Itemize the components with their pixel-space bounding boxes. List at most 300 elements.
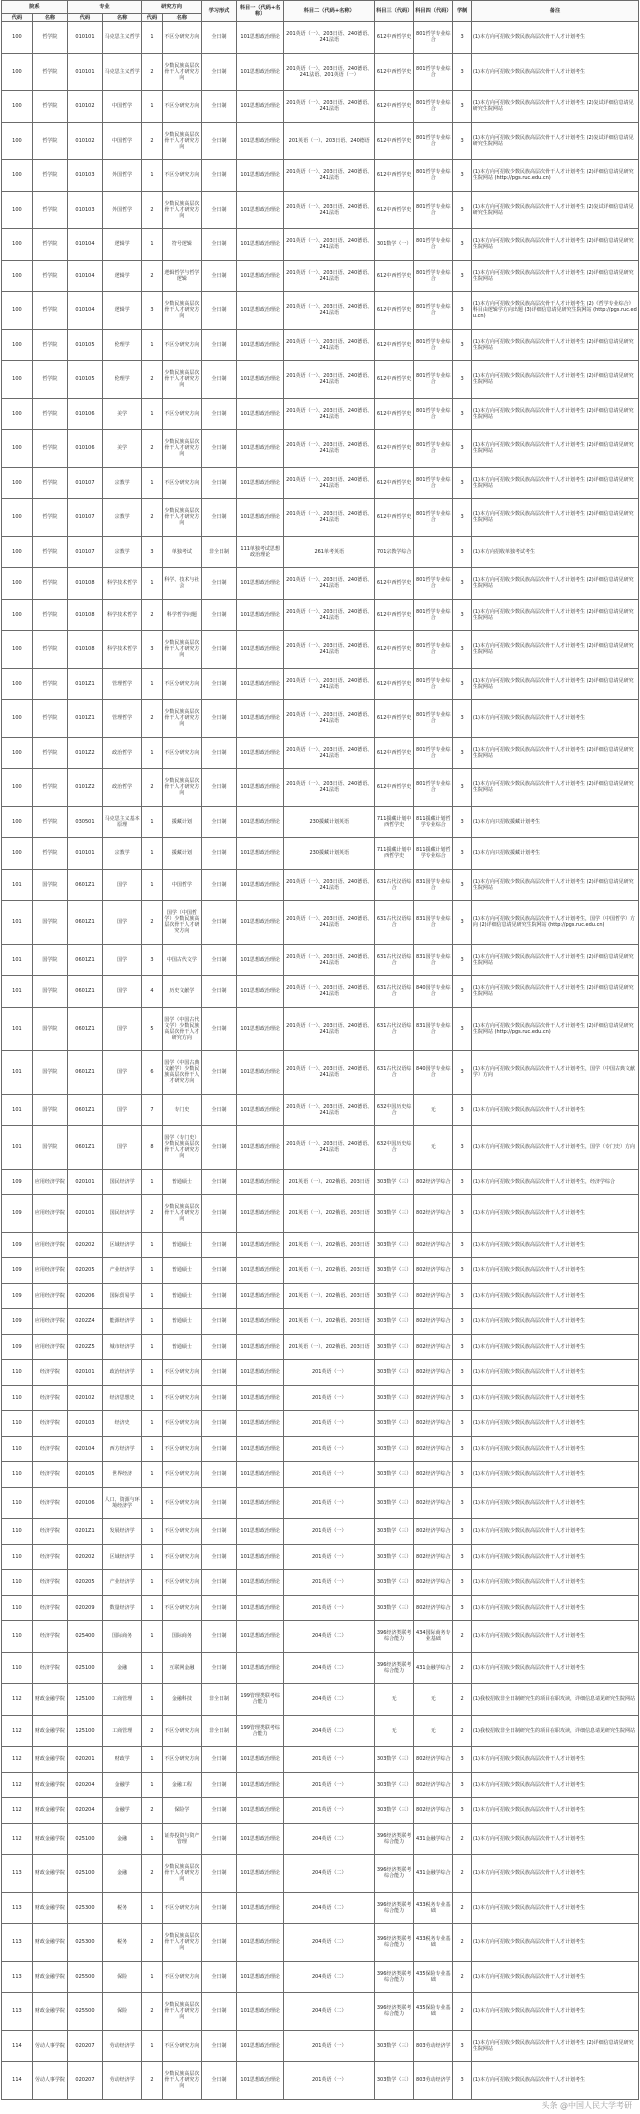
cell-direction-code: 3 [142,944,163,976]
cell-direction-code: 1 [142,668,163,700]
cell-direction-code: 1 [142,1334,163,1360]
table-body [2,22,639,2100]
cell-subject2: 201英语（一）、203日语、240德语、241法语 [284,1126,375,1170]
cell-major-code: 010101 [67,22,102,54]
cell-subject2: 201英语（一）、203日语、240德语、241法语 [284,769,375,807]
cell-school-name: 哲学院 [32,191,67,229]
cell-subject3: 303数学（三） [375,1360,414,1386]
cell-subject1: 101思想政治理论 [236,1519,283,1545]
cell-subject4: 431金融学综合 [414,1652,453,1684]
table-row [2,1487,639,1519]
cell-subject3: 396经济类联考综合能力 [375,1924,414,1962]
cell-subject1: 101思想政治理论 [236,467,283,499]
cell-direction-code: 1 [142,1961,163,1993]
cell-credits: 2 [453,1715,472,1747]
cell-subject4: 803劳动经济学 [414,2062,453,2100]
cell-subject4 [414,536,453,568]
cell-study-form: 全日制 [201,2062,236,2100]
cell-major-name: 政治经济学 [102,1360,141,1386]
cell-direction-code: 2 [142,901,163,945]
cell-subject4: 802经济学综合 [414,1232,453,1258]
cell-credits: 3 [453,1747,472,1773]
table-row [2,769,639,807]
cell-credits: 3 [453,568,472,600]
cell-subject2: 201英语（一）、202俄语、203日语 [284,1309,375,1335]
table-row [2,2062,639,2100]
cell-direction-code: 1 [142,806,163,838]
cell-subject1: 101思想政治理论 [236,944,283,976]
cell-direction-code: 1 [142,1309,163,1335]
cell-major-name: 政治哲学 [102,769,141,807]
cell-credits: 3 [453,769,472,807]
cell-study-form: 全日制 [201,1961,236,1993]
cell-direction-code: 7 [142,1094,163,1126]
cell-major-name: 国学 [102,1007,141,1051]
cell-note: (1)本方向可招收少数民族高层次骨干人才计划考生 (2)详细信息请见研究生院网站 [471,430,638,468]
cell-note: (1)本方向可招收少数民族高层次骨干人才计划考生 (2)详细信息请见研究生院网站 [471,329,638,361]
cell-note: (1)我校招收非全日制研究生的项目在职攻读，详细信息请见研究生院网站 [471,1715,638,1747]
cell-direction-name: 少数民族高层次骨干人才研究方向 [162,122,201,160]
cell-major-name: 中国哲学 [102,91,141,123]
cell-direction-code: 3 [142,292,163,330]
cell-credits: 3 [453,1094,472,1126]
cell-direction-code: 1 [142,1232,163,1258]
cell-note: (1)本方向可招收少数民族高层次骨干人才计划考生 [471,1924,638,1962]
cell-subject2: 201英语（一） [284,1436,375,1462]
cell-study-form: 全日制 [201,2030,236,2062]
cell-school-name: 经济学院 [32,1360,67,1386]
cell-subject1: 101思想政治理论 [236,229,283,261]
cell-direction-code: 5 [142,1007,163,1051]
cell-major-name: 金融学 [102,1798,141,1824]
cell-school-name: 哲学院 [32,260,67,292]
cell-subject1: 101思想政治理论 [236,1258,283,1284]
cell-subject1: 101思想政治理论 [236,1462,283,1488]
cell-subject2: 201英语（一）、203日语、240德语、241法语 [284,191,375,229]
cell-subject1: 101思想政治理论 [236,1570,283,1596]
cell-school-code: 110 [2,1436,33,1462]
cell-subject2: 201英语（一） [284,1798,375,1824]
cell-subject1: 101思想政治理论 [236,668,283,700]
cell-major-name: 世界经济 [102,1462,141,1488]
cell-credits: 3 [453,260,472,292]
cell-subject1: 101思想政治理论 [236,806,283,838]
cell-note: (1)本方向可招收少数民族高层次骨干人才计划考生 (2)详细信息请见研究生院网站 (http://pgs.ruc.edu.cn) [471,1007,638,1051]
cell-subject2: 204英语（二） [284,1652,375,1684]
cell-school-code: 100 [2,398,33,430]
cell-credits: 2 [453,1855,472,1893]
header-note: 备注 [471,1,638,22]
cell-major-code: 020205 [67,1570,102,1596]
cell-major-name: 城市经济学 [102,1334,141,1360]
cell-school-name: 哲学院 [32,229,67,261]
cell-subject1: 101思想政治理论 [236,1094,283,1126]
cell-subject4: 840国学专业综合 [414,976,453,1008]
cell-note: (1)本方向可招收少数民族高层次骨干人才计划考生 (2)复试详细信息请见研究生院网站 [471,91,638,123]
cell-credits: 3 [453,1334,472,1360]
cell-credits: 3 [453,2030,472,2062]
cell-direction-name: 不区分研究方向 [162,1436,201,1462]
cell-major-name: 金融 [102,1855,141,1893]
cell-school-name: 哲学院 [32,838,67,870]
cell-subject3: 303数学（三） [375,1544,414,1570]
cell-major-code: 0101Z1 [67,700,102,738]
cell-direction-name: 少数民族高层次骨干人才研究方向 [162,1195,201,1233]
cell-major-name: 美学 [102,398,141,430]
cell-school-code: 112 [2,1684,33,1716]
cell-direction-name: 国际商务 [162,1621,201,1653]
cell-school-code: 100 [2,668,33,700]
cell-subject3: 303数学（三） [375,1772,414,1798]
cell-subject3: 631古代汉语综合 [375,1051,414,1095]
cell-major-code: 0601Z1 [67,1094,102,1126]
cell-note: (1)本方向可招收少数民族高层次骨干人才计划考生 (2)详细信息请见研究生院网站 [471,769,638,807]
cell-direction-code: 2 [142,1924,163,1962]
cell-subject1: 101思想政治理论 [236,1360,283,1386]
cell-subject2: 204英语（二） [284,1684,375,1716]
cell-major-name: 工商管理 [102,1715,141,1747]
cell-note: (1)本方向可招收少数民族高层次骨干人才计划考生 [471,1309,638,1335]
cell-note: (1)本方向可招收少数民族高层次骨干人才计划考生 [471,22,638,54]
cell-subject1: 101思想政治理论 [236,1798,283,1824]
cell-subject1: 101思想政治理论 [236,260,283,292]
cell-subject4: 801哲学专业综合 [414,191,453,229]
cell-subject2: 201英语（一）、203日语、240德语、241法语 [284,260,375,292]
cell-subject4: 801哲学专业综合 [414,769,453,807]
cell-note: (1)本方向可招收少数民族高层次骨干人才计划考生 (2)《哲学专业综合》科目由逻辑学方向出题 (3)详细信息请见研究生院网站 (http://pgs.ruc.edu.cn) [471,292,638,330]
cell-school-name: 应用经济学院 [32,1258,67,1284]
cell-direction-code: 1 [142,1892,163,1924]
cell-note: (1)本方向只招收援藏计划考生 [471,838,638,870]
cell-subject3: 612中西哲学史 [375,467,414,499]
cell-subject1: 101思想政治理论 [236,91,283,123]
table-row [2,668,639,700]
cell-subject4: 431金融学综合 [414,1823,453,1855]
cell-credits: 3 [453,599,472,631]
header-subject1: 科目一（代码+名称） [236,1,283,22]
table-row [2,91,639,123]
cell-note: (1)本方向可招收少数民族高层次骨干人才计划考生 [471,1892,638,1924]
cell-school-code: 100 [2,160,33,192]
table-row [2,1360,639,1386]
cell-credits: 3 [453,1772,472,1798]
cell-subject3: 303数学（三） [375,1436,414,1462]
cell-note: (1)本方向可招收少数民族高层次骨干人才计划考生 [471,1195,638,1233]
cell-subject1: 101思想政治理论 [236,1595,283,1621]
cell-major-code: 020101 [67,1169,102,1195]
cell-major-name: 科学技术哲学 [102,631,141,669]
cell-major-code: 010104 [67,229,102,261]
cell-subject3: 303数学（三） [375,1385,414,1411]
cell-direction-name: 少数民族高层次骨干人才研究方向 [162,1924,201,1962]
table-row [2,806,639,838]
table-row [2,1436,639,1462]
cell-subject4: 801哲学专业综合 [414,160,453,192]
cell-study-form: 全日制 [201,1519,236,1545]
cell-direction-code: 2 [142,430,163,468]
watermark: 头条 @中国人民大学考研 [541,2101,632,2110]
cell-major-code: 125100 [67,1684,102,1716]
cell-subject2: 201英语（一） [284,1487,375,1519]
cell-direction-code: 1 [142,22,163,54]
cell-school-code: 112 [2,1747,33,1773]
cell-note: (1)本方向可招收少数民族高层次骨干人才计划考生 [471,1519,638,1545]
cell-major-code: 010108 [67,568,102,600]
cell-direction-code: 3 [142,536,163,568]
cell-subject3: 612中西哲学史 [375,430,414,468]
cell-major-code: 010107 [67,467,102,499]
table-row [2,1684,639,1716]
cell-subject1: 101思想政治理论 [236,901,283,945]
cell-study-form: 全日制 [201,737,236,769]
cell-direction-code: 2 [142,599,163,631]
cell-school-code: 112 [2,1798,33,1824]
cell-direction-code: 1 [142,160,163,192]
table-row [2,1798,639,1824]
cell-note: (1)本方向可招收少数民族高层次骨干人才计划考生 (2)详细信息请见研究生院网站 [471,361,638,399]
cell-study-form: 全日制 [201,568,236,600]
cell-subject2: 201英语（一）、203日语、240德语、241法语 [284,361,375,399]
cell-study-form: 全日制 [201,1309,236,1335]
cell-direction-name: 不区分研究方向 [162,1595,201,1621]
header-school: 院系 [2,1,68,14]
cell-subject2: 201英语（一） [284,1544,375,1570]
cell-direction-code: 1 [142,1360,163,1386]
cell-major-code: 010104 [67,260,102,292]
table-row [2,568,639,600]
cell-direction-name: 普通硕士 [162,1232,201,1258]
cell-direction-name: 少数民族高层次骨干人才研究方向 [162,430,201,468]
cell-study-form: 全日制 [201,901,236,945]
cell-subject4: 802经济学综合 [414,1283,453,1309]
cell-subject1: 101思想政治理论 [236,1126,283,1170]
cell-subject4: 802经济学综合 [414,1772,453,1798]
cell-major-code: 0601Z1 [67,1007,102,1051]
cell-subject1: 101思想政治理论 [236,1309,283,1335]
cell-subject3: 396经济类联考综合能力 [375,1892,414,1924]
cell-school-name: 哲学院 [32,430,67,468]
cell-credits: 3 [453,191,472,229]
table-row [2,1961,639,1993]
cell-direction-code: 1 [142,1595,163,1621]
cell-subject3: 631古代汉语综合 [375,901,414,945]
cell-subject3: 303数学（三） [375,2062,414,2100]
cell-subject4: 802经济学综合 [414,1747,453,1773]
table-row [2,1094,639,1126]
cell-subject1: 101思想政治理论 [236,1892,283,1924]
cell-major-name: 国际商务 [102,1621,141,1653]
cell-subject1: 101思想政治理论 [236,1051,283,1095]
cell-major-name: 管理哲学 [102,668,141,700]
cell-subject1: 101思想政治理论 [236,329,283,361]
cell-major-code: 020204 [67,1798,102,1824]
header-direction-name: 名称 [162,14,201,22]
cell-subject2: 201英语（一）、203日语、240德语、241法语 [284,631,375,669]
cell-school-name: 哲学院 [32,700,67,738]
cell-subject4: 433税务专业基础 [414,1892,453,1924]
cell-direction-code: 2 [142,700,163,738]
cell-study-form: 全日制 [201,361,236,399]
cell-subject1: 101思想政治理论 [236,1487,283,1519]
cell-direction-name: 国学（中国哲学）少数民族高层次骨干人才研究方向 [162,901,201,945]
cell-subject2: 201英语（一） [284,1462,375,1488]
cell-credits: 3 [453,1411,472,1437]
cell-study-form: 全日制 [201,292,236,330]
cell-subject3: 612中西哲学史 [375,631,414,669]
cell-note: (1)本方向可招收少数民族高层次骨干人才计划考生 [471,1385,638,1411]
cell-note: (1)本方向可招收少数民族高层次骨干人才计划考生 [471,1487,638,1519]
cell-credits: 3 [453,160,472,192]
cell-study-form: 全日制 [201,1436,236,1462]
cell-school-code: 112 [2,1715,33,1747]
cell-direction-name: 科学哲学问题 [162,599,201,631]
cell-credits: 3 [453,1283,472,1309]
cell-school-name: 国学院 [32,869,67,901]
cell-direction-name: 普通硕士 [162,1283,201,1309]
cell-subject4: 801哲学专业综合 [414,292,453,330]
cell-credits: 3 [453,1487,472,1519]
cell-subject4: 802经济学综合 [414,1798,453,1824]
header-subject4: 科目四（代码） [414,1,453,22]
cell-subject2: 201英语（一）、203日语、240德语、241法语 [284,668,375,700]
cell-school-name: 财政金融学院 [32,1993,67,2031]
table-row [2,398,639,430]
cell-direction-name: 保险学 [162,1798,201,1824]
cell-school-name: 财政金融学院 [32,1892,67,1924]
cell-study-form: 全日制 [201,944,236,976]
cell-note: (1)本方向可招收少数民族高层次骨干人才计划考生 [471,2062,638,2100]
cell-subject2: 204英语（二） [284,1715,375,1747]
cell-subject3: 612中西哲学史 [375,329,414,361]
cell-study-form: 全日制 [201,398,236,430]
cell-study-form: 全日制 [201,1544,236,1570]
cell-credits: 3 [453,499,472,537]
cell-major-code: 020202 [67,1544,102,1570]
cell-subject4: 831国学专业综合 [414,869,453,901]
cell-major-name: 科学技术哲学 [102,568,141,600]
cell-school-code: 100 [2,229,33,261]
cell-note: (1)本方向可招收少数民族高层次骨干人才计划考生 (2)详细信息请见研究生院网站 [471,631,638,669]
cell-study-form: 全日制 [201,869,236,901]
cell-major-code: 020101 [67,1195,102,1233]
cell-subject4: 802经济学综合 [414,1487,453,1519]
cell-study-form: 全日制 [201,1051,236,1095]
cell-subject3: 612中西哲学史 [375,292,414,330]
cell-direction-code: 1 [142,1436,163,1462]
cell-subject1: 101思想政治理论 [236,361,283,399]
table-row [2,191,639,229]
cell-subject4: 801哲学专业综合 [414,631,453,669]
cell-school-code: 100 [2,53,33,91]
cell-school-code: 100 [2,122,33,160]
cell-study-form: 全日制 [201,769,236,807]
cell-study-form: 全日制 [201,1487,236,1519]
cell-direction-name: 国学（中国古典文献学）少数民族高层次骨干人才研究方向 [162,1051,201,1095]
cell-school-name: 哲学院 [32,160,67,192]
cell-subject2: 201英语（一）、203日语、240德语、241法语 [284,1094,375,1126]
cell-subject4: 801哲学专业综合 [414,361,453,399]
cell-subject3: 396经济类联考综合能力 [375,1961,414,1993]
cell-major-name: 马克思主义哲学 [102,22,141,54]
cell-subject1: 101思想政治理论 [236,700,283,738]
header-subject3: 科目三（代码） [375,1,414,22]
cell-subject2: 201英语（一）、203日语、240德语、241法语 [284,901,375,945]
cell-credits: 3 [453,1258,472,1284]
cell-note: (1)本方向可招收少数民族高层次骨干人才计划考生 [471,1094,638,1126]
cell-credits: 3 [453,1519,472,1545]
cell-subject3: 396经济类联考综合能力 [375,1855,414,1893]
cell-study-form: 全日制 [201,976,236,1008]
cell-subject2: 204英语（二） [284,1855,375,1893]
cell-subject4: 811援藏计划哲学专业综合 [414,806,453,838]
cell-subject1: 101思想政治理论 [236,1823,283,1855]
cell-school-name: 经济学院 [32,1621,67,1653]
cell-school-code: 100 [2,191,33,229]
cell-note: (1)本方向可招收少数民族高层次骨干人才计划考生 (2)复试详细信息请见研究生院网站 [471,191,638,229]
cell-school-code: 100 [2,806,33,838]
cell-major-name: 外国哲学 [102,160,141,192]
cell-credits: 3 [453,1544,472,1570]
cell-direction-name: 不区分研究方向 [162,91,201,123]
cell-subject3: 396经济类联考综合能力 [375,1823,414,1855]
cell-direction-name: 不区分研究方向 [162,329,201,361]
cell-major-code: 0601Z1 [67,1051,102,1095]
cell-school-name: 哲学院 [32,806,67,838]
cell-subject4: 无 [414,1715,453,1747]
cell-direction-name: 符号逻辑 [162,229,201,261]
cell-direction-code: 1 [142,1684,163,1716]
cell-school-code: 109 [2,1309,33,1335]
cell-credits: 3 [453,430,472,468]
cell-note: (1)本方向可招收少数民族高层次骨干人才计划考生 [471,1462,638,1488]
cell-subject4: 无 [414,1126,453,1170]
table-row [2,599,639,631]
cell-school-code: 100 [2,361,33,399]
cell-major-name: 国学 [102,1126,141,1170]
cell-direction-code: 2 [142,1195,163,1233]
cell-direction-code: 3 [142,631,163,669]
cell-major-name: 伦理学 [102,329,141,361]
cell-subject1: 101思想政治理论 [236,1747,283,1773]
cell-subject3: 396经济类联考综合能力 [375,1652,414,1684]
cell-school-name: 经济学院 [32,1544,67,1570]
table-row [2,700,639,738]
cell-school-name: 经济学院 [32,1570,67,1596]
cell-credits: 3 [453,292,472,330]
cell-subject2: 201英语（一） [284,1360,375,1386]
cell-subject4: 831国学专业综合 [414,901,453,945]
cell-direction-code: 1 [142,568,163,600]
table-row [2,737,639,769]
table-row [2,1855,639,1893]
cell-subject3: 612中西哲学史 [375,700,414,738]
cell-direction-code: 1 [142,1519,163,1545]
cell-major-code: 0601Z1 [67,976,102,1008]
cell-major-code: 020102 [67,1385,102,1411]
cell-direction-name: 普通硕士 [162,1334,201,1360]
cell-subject1: 101思想政治理论 [236,1621,283,1653]
table-row [2,1924,639,1962]
cell-major-name: 数量经济学 [102,1595,141,1621]
cell-direction-code: 1 [142,1169,163,1195]
cell-major-code: 010107 [67,536,102,568]
cell-major-code: 025300 [67,1924,102,1962]
cell-school-code: 112 [2,1823,33,1855]
cell-school-name: 哲学院 [32,499,67,537]
cell-major-code: 030501 [67,806,102,838]
cell-major-code: 020206 [67,1283,102,1309]
header-subject2: 科目二（代码+名称） [284,1,375,22]
